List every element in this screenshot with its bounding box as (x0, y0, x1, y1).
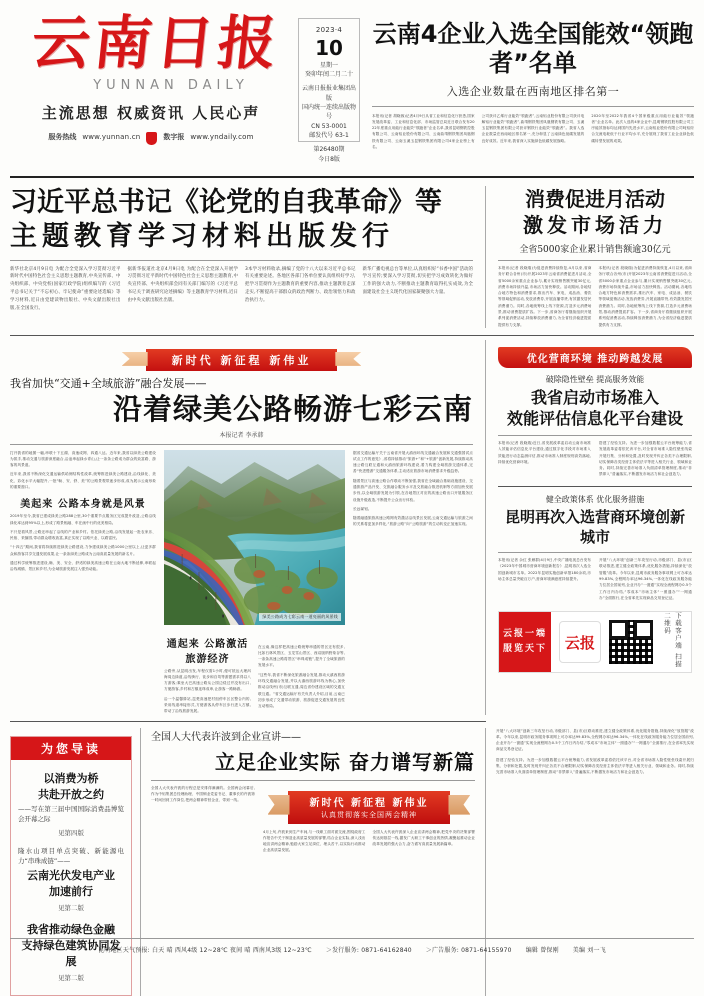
divider (10, 444, 473, 445)
article-paragraph: 沿一个温馨驿站,昆楚高速把村组停车区区整合内的,采用线道串接形式,方便游客从停车区步行进入古镇,带动了沿线旅游发展。 (164, 696, 251, 714)
market-headline-line2: 效能评估信息化平台建设 (506, 409, 683, 429)
right-lead-headline-line1: 消费促进月活动 (525, 187, 665, 211)
promo-codes (551, 612, 691, 672)
article-paragraph: 开展“八大环境”创新三年攻坚行动,市级部门、县(市)区联动推进,建立健全政策体系,优化服务措施,持续深化“放管服”改革。今年以来,昆明市政务服务事项网上可办率达99.83%,全程网办率达96.34%,一体化在线政务服务能力位居全国前列,企业开办“一窗通”实现全流程网办0.5个工作日内办结,“零成本”市场主体“一照通办”“一网通办”全面推行,在全省率先实现商品交易登记证。 (599, 558, 692, 600)
feature-subhead-1: 美起来 公路本身就是风景 (20, 499, 146, 511)
designer-credit: 美编 刘一飞 (572, 947, 606, 954)
divider (498, 486, 692, 487)
article-paragraph: 据省交通运输厅关于云南省开展大滇西环线交通融合发展和交通强国试点试点工作的意见》,省将持续推动“旅游+”和“+旅游”创新发展,持续推动高速公路互联互通和大滇西旅游环线建设,着力构建全域旅游交通体系,完善“快进慢游”交通服务体系,主动适应旅游市场消费需求升级趋势。 (353, 450, 473, 474)
article-paragraph: “十四五”期间,我省将持续推进绿美公路建设,力争建成绿美公路1000公里以上,让更多群众和游客共享交通发展成果,让一条条绿美公路成为云南高质量发展的新名片。 (10, 545, 156, 556)
bottom-feature-headline: 立足企业实际 奋力谱写新篇 (215, 749, 475, 774)
article-paragraph: 近年来,我省不断深化交通运输供给侧结构性改革,统筹推进绿美公路建设,沿线绿化、美化、彩化水平大幅提升,一批“畅、安、舒、美”的公路景观带逐步形成,成为展示云南形象的重要窗口。 (10, 472, 156, 490)
postal-code: 邮发代号 63-1 (309, 131, 349, 139)
kunming-section-headline: 昆明再次入选营商环境创新城市 (504, 507, 685, 546)
guide-item-title-line1: 云南光伏发电产业 (27, 869, 115, 883)
masthead (10, 0, 694, 170)
article-paragraph: 本报讯(记者 段晓瑞)为促进消费持续恢复,4月以来,省商务厅联合各州(市)开展2023年云南省消费促进月活动,全省5000余家重点企业参与,累计实现销售额突破30亿元,消费市场持续升温,市场活力加快释放。活动期间,各地结合地方特色和消费需求,推出汽车、家电、成品油、餐饮等领域促销活动,发放消费券,开展直播带货,有效激发居民消费潜力。同时,各地统筹线上线下资源,打造多元消费场景,推动消费提质扩容。下一步,省商务厅将继续组织开展系列促消费活动,持续释放消费潜力,为全省经济稳进提质提供有力支撑。 (598, 266, 692, 327)
qr-code-icon[interactable] (609, 620, 653, 664)
guide-item[interactable] (18, 766, 124, 842)
article-paragraph: 随着景区与高速公路合作联动不断加强,我省在全域融合基础设施建设、交通旅游产品开发、交旅融合服务水平及交旅融合推进机制等方面加快发展步伐,以全域旅游发展为引领,在各地景区对应的高速公路出口开展服务区设施升级改造,不断提升公众出行体验。 (353, 478, 473, 502)
footer-info (0, 945, 704, 954)
cn-number: CN 53-0001 (311, 122, 347, 130)
article-paragraph: 据新华报道社北京4月9日电 为配合在全党深入开展学习贯彻习近平新时代中国特色社会主义思想主题教育,中央宣传部、中央组织部会同有关部门编写的《习近平总书记关于调查研究论述摘编》等主题教育学习材料,近日由中央文献出版社出版。 (127, 266, 238, 304)
lead2-columns (10, 266, 473, 314)
feature-ribbon-wrap (10, 349, 473, 371)
feature-column-left (10, 450, 156, 715)
top-lead-article (360, 14, 694, 150)
divider (498, 552, 692, 553)
bottom-feature-shoulder: 全国人大代表许波到企业宣讲—— (151, 731, 301, 743)
guide-item-page: 见第四版 (58, 828, 84, 837)
date-day: 10 (315, 35, 343, 60)
date-weekday: 星期一 (319, 61, 338, 69)
guide-header: 为您导读 (11, 737, 131, 760)
bottom-ribbon-line2: 认真贯彻落实全国两会精神 (321, 810, 417, 819)
lead2-headline (10, 186, 473, 254)
market-section-columns (498, 440, 692, 478)
digital-url[interactable]: www.yndaily.com (190, 132, 254, 141)
ad-service: ＞广告服务: 0871-64155970 (425, 947, 512, 954)
divider (151, 780, 475, 781)
article-paragraph: 全国人大代表许波深入企业宣讲两会精神,把党中央的决策部署传达到基层一线,激发广大职工干事创业的热情,凝聚起推动企业改革发展的强大合力,奋力谱写高质量发展新篇章。 (372, 829, 475, 847)
date-year-month: 2023·4 (315, 26, 343, 34)
market-section-banner: 优化营商环境 推动跨越发展 (498, 347, 692, 368)
promo-qr-caption: 下载客户端 扫描二维码 (662, 612, 682, 668)
kunming-section-columns (498, 557, 692, 601)
guide-item-desc: ——写在第三届中国国际消费品博览会开幕之际 (18, 805, 124, 824)
divider (10, 938, 694, 939)
right-lead-subheadline: 全省5000家企业累计销售额逾30亿元 (519, 245, 671, 255)
article-paragraph: 2020年至2022年我省4个国家级重点用能行业能效“领跑者”企业名单。此次入选的4家企业中,昆明钢铁控股有限公司工序能效指标均达到国内先进水平,云南铝业股份有限公司吨铝综合交流电耗低于行业平均水平,充分展现了我省工业企业绿色低碳转型发展的成果。 (591, 113, 695, 143)
promo-slogan-line1: 云报一端 (502, 628, 547, 639)
feature-headline: 沿着绿美公路畅游七彩云南 (112, 391, 473, 426)
article-paragraph: 新华广播电视总台等单位,认真组织好“书香中国”活动的学习宣传;要深入学习贯彻,切实把学习成效转化为做好工作的强大动力,不断推动主题教育取得扎实成效,为全面建设社会主义现代化国家凝聚强大力量。 (362, 266, 473, 296)
divider (10, 335, 694, 336)
masthead-brand (10, 9, 292, 143)
issue-number: 第26480期 (313, 146, 345, 154)
divider (10, 721, 486, 722)
divider (372, 106, 694, 107)
article-paragraph: “这些年,我省不断深化旅游融合发展,推动大滇西旅游环线交通融合发展,并以大滇西旅游环线为核心,加快推动沿线州(市)互联互通,周边省份建设区域的交通互联互通。”省交通运输厅有关负责人介绍,目前,云南已初步形成了交通带动旅游、旅游促进交通发展的良性互动格局。 (258, 672, 345, 709)
lead2-headline-line1: 习近平总书记《论党的自我革命》等 (10, 187, 442, 218)
article-paragraph: 本报讯(记者 胡晓蓉)记者4月9日从省工业和信息化厅获悉,国家发展改革委、工业和信息化部、市场监管总局近日联合发布2022年度重点用能行业能效“领跑者”企业名单,我省昆明钢铁控股有限公司、云南铝业股份有限公司、云南曲靖钢铁集团凤凰钢铁有限公司、云南玉溪玉昆钢铁集团有限公司4家企业榜上有名。 (372, 113, 475, 149)
second-band (10, 186, 694, 328)
masthead-datebox (298, 18, 360, 163)
article-paragraph: 随着融通旅游高速公路网有效激活沿线景区发展,云南交通运输与旅游之间的关系将更加多样化,“旅游公路”向“公路旅游”的生动转变正加速实现。 (353, 516, 473, 527)
feature-photo (164, 450, 345, 625)
feature-photo-caption: 绿美公路成为七彩云南一道亮丽的风景线 (259, 613, 341, 621)
publisher: 云南日报报业集团出版 (301, 85, 356, 102)
feature-subhead-2: 通起来 公路激活旅游经济 (166, 638, 249, 665)
article-paragraph: 本报讯(记者 余红 张雁群)4月9日,中央广播电视总台发布《2023年中国城市营商环境创新报告》,昆明再次入选全国创新城市名单。2022年昆明实施创新举措180余项,市场主体总量突破百万户,营商环境满意度持续提升。 (498, 558, 591, 582)
bottom-feature-columns (151, 785, 475, 854)
top-lead-columns (372, 113, 694, 151)
right-lead-article (486, 186, 692, 328)
newspaper-logo: 云南日报 (28, 9, 284, 77)
feature-column-center (164, 450, 345, 715)
guide-item-title-line2: 支持绿色建筑协同发展 (21, 939, 121, 969)
article-paragraph: 公路旁,从昆明出发,车程仅需1小时,便可抵达大理洱海周边绿道,沿线骑行、徒步和自驾等游憩需求得以八方游客;乘坐大巴高速公路从公园边绕过并没有出口,方便游客,乡村和古镇连珠成串,让游客一路畅游。 (164, 668, 251, 692)
guide-item-title-line2: 共赴开放之约 (38, 787, 104, 801)
issn-label: 国内统一连续出版物号 (301, 104, 356, 121)
feature-band (10, 340, 694, 715)
page-count: 今日8版 (318, 155, 340, 163)
guide-item[interactable] (18, 842, 124, 917)
bottom-ribbon-line1: 新时代 新征程 新伟业 (309, 797, 429, 809)
feature-article (10, 340, 486, 715)
article-paragraph: 开展“八大环境”创新三年攻坚行动,市级部门、县(市)区联动推进,建立健全政策体系,优化服务措施,持续深化“放管服”改革。今年以来,昆明市政务服务事项网上可办率达99.83%,全程网办率达96.34%,一体化在线政务服务能力位居全国前列,企业开办“一窗通”实现全流程网办0.5个工作日内办结,“零成本”市场主体“一照通办”“一网通办”全面推行,在全省率先实现商品交易登记证。 (496, 728, 694, 752)
feature-byline: 本报记者 李承韩 (219, 431, 264, 439)
masthead-bottom-rule (10, 176, 694, 178)
guide-item-title-line2: 加速前行 (49, 885, 93, 899)
kunming-section-shoulder: 健全政策体系 优化服务措施 (545, 494, 645, 504)
article-paragraph: 3本学习材料收录,摘编了党的十八大以来习近平总书记有关重要论述。各地区各部门各单位要认真组织好学习,把学习贯彻作为主题教育的重要内容,推动主题教育走深走实,不断提高干部群众的政治判断力、政治领悟力和政治执行力。 (245, 266, 356, 304)
divider (498, 435, 692, 436)
article-paragraph: 长远谋划。 (353, 506, 372, 511)
distribution-service: ＞发行服务: 0871-64162840 (325, 947, 412, 954)
market-headline-line1: 我省启动市场准入 (530, 387, 659, 407)
lead2-headline-line2: 主题教育学习材料出版发行 (10, 220, 394, 252)
hotline-url[interactable]: www.yunnan.cn (82, 132, 141, 141)
lead2-article (10, 186, 486, 328)
date-lunar: 癸卯年闰二月二十 (304, 71, 353, 79)
article-paragraph: 本报讯(记者 段晓瑞)近日,省发展改革委启动云南市场准入效能评估信息化平台建设,通过数字化手段对市场准入效能进行动态监测评估,推动市场准入制度规则高效落地,持续优化营商环境。 (498, 441, 591, 464)
right-lead-headline (498, 186, 692, 238)
market-section-shoulder: 破除隐性壁垒 提高服务效能 (545, 374, 645, 384)
hotline-label: 服务热线 (48, 132, 77, 141)
bottom-band (10, 728, 694, 996)
newspaper-slogan: 主流思想 权威资讯 人民心声 (41, 104, 261, 122)
bottom-right-filler (486, 728, 694, 996)
feature-ribbon: 新时代 新征程 新伟业 (146, 349, 338, 371)
top-lead-subheadline: 入选企业数量在西南地区排名第一 (446, 84, 620, 98)
article-paragraph: 公司获评乙烯行业能效“领跑者”,云南铝业股份有限公司获评电解铝行业能效“领跑者”,曲靖钢铁集团凤凰钢铁有限公司、玉溪玉昆钢铁集团有限公司获评钢铁行业能效“领跑者”。我省入选企业数量在西南地区排名第一,充分彰显了云南绿色低碳发展的良好成效。近年来,我省深入实施绿色低碳发展战略。 (481, 113, 585, 143)
guide-item-pre: 隆水山项目单点突破、新能源电力“串珠成链”—— (18, 846, 124, 865)
newspaper-pinyin: YUNNAN DAILY (93, 78, 249, 93)
divider (10, 260, 473, 261)
guide-item-title (18, 771, 124, 803)
app-badge-icon (146, 132, 157, 145)
bottom-feature-article (140, 728, 486, 996)
feature-shoulder: 我省加快“交通+全域旅游”融合发展—— (10, 376, 207, 390)
feature-columns (10, 450, 473, 715)
feature-center-text (164, 630, 345, 715)
article-paragraph: 搭建了经验支持。为进一步加强数据云平台统筹能力,省发展改革委将依托该平台,对全省市场准入隐性壁垒线索开展归集、分析和处置,及时发现并纠正各类不合理限制,切实保障各类经营主体依法平等进入相关行业、领域和业务。同时,持续完善市场准入负面清单管理制度,推动“非禁即入”普遍落实,不断激发市场活力和社会创造力。 (599, 441, 692, 477)
article-paragraph: 2019年至今,我省已建成绿美公路288公里,30个重要节点服务区完成提升改造,公路沿线绿化率达到95%以上,形成了路景相融、车在画中行的优美格局。 (10, 514, 156, 525)
promo-slogan-line2: 服览天下 (502, 644, 547, 655)
masthead-contact-line (10, 130, 292, 143)
divider (498, 260, 692, 261)
article-paragraph: 本报讯(记者 段晓瑞)为促进消费持续恢复,4月以来,省商务厅联合各州(市)开展2023年云南省消费促进月活动,全省5000余家重点企业参与,累计实现销售额突破30亿元,消费市场持续升温,市场活力加快释放。活动期间,各地结合地方特色和消费需求,推出汽车、家电、成品油、餐饮等领域促销活动,发放消费券,开展直播带货,有效激发居民消费潜力。同时,各地统筹线上线下资源,打造多元消费场景,推动消费提质扩容。下一步,省商务厅将继续组织开展系列促消费活动,持续释放消费潜力,为全省经济稳进提质提供有力支撑。 (498, 266, 592, 327)
promo-slogan (499, 612, 551, 672)
article-paragraph: 打开我省的地图一幅,串联十下五湖、高速成网、四通八达。近年来,我省以绿美公路建设为抓手,推动交通与旅游深度融合,沿途串起绿水青山,让一条条公路成为群众的致富路、游客的风景道。 (10, 450, 156, 468)
right-sections (486, 340, 692, 715)
article-paragraph: 全国人大代表许波的行程总是安排得满满的。全国两会闭幕后,作为中铝集团总经理助理、中国铜业党委书记、董事长的许波第一时间回到工作岗位,把两会精神带回企业、带到一线。 (151, 785, 255, 803)
guide-item-title (18, 868, 124, 900)
guide-items (11, 760, 131, 996)
right-lead-columns (498, 265, 692, 328)
article-paragraph: 不只是看风景,公路还串起了沿线的产业和乡村。依托绿美公路,沿线发展起一批农家乐、民宿、采摘园,带动群众增收致富,真正实现了以路兴业、以路富民。 (10, 529, 156, 541)
guide-sidebar (10, 728, 140, 996)
digital-label: 数字报 (163, 132, 185, 141)
guide-item-title-line1: 我省推动绿色金融 (27, 923, 115, 937)
article-paragraph: 4月上旬,许波来到生产车间,与一线职工面对面交流,围绕政府工作报告中关于制造业高质量发展的部署,结合企业实际,深入浅出地宣讲两会精神,勉励大家立足岗位、埋头苦干,以实际行动推动企业高质量发展。 (263, 829, 366, 853)
page-footer (0, 938, 704, 954)
article-paragraph: 新华社北京4月9日电 为配合全党深入学习贯彻习近平新时代中国特色社会主义思想主题教育,中央宣传部、中央组织部、中央党校(国家行政学院)组织编写的《习近平总书记关于“不忘初心、牢记使命”重要论述选编》等学习材料,近日由党建读物出版社、中央文献出版社出版,在全国发行。 (10, 266, 121, 312)
right-lead-headline-line2: 激发市场活力 (523, 213, 667, 237)
market-section-headline (498, 387, 692, 430)
top-lead-headline: 云南4企业入选全国能效“领跑者”名单 (372, 20, 694, 77)
feature-column-right (353, 450, 473, 715)
editor-credit: 编辑 曾保刚 (525, 947, 559, 954)
app-promo[interactable] (498, 611, 692, 673)
article-paragraph: 通过科学统筹推进建设,畅、美、安全、舒适的绿美高速公路在云南大地不断延伸,串联起沿线城镇、景区和乡村,为全域旅游发展注入强劲动能。 (10, 560, 156, 572)
guide-item-title-line1: 以消费为桥 (43, 771, 99, 785)
weather-forecast: 昆明地区天气预报: 白天 晴 西风4级 12~28℃ 夜间 晴 西南风3级 12~23℃ (98, 947, 312, 954)
guide-item-page: 见第二版 (58, 974, 84, 983)
guide-box (10, 736, 132, 996)
bottom-ribbon (288, 791, 451, 824)
article-paragraph: 搭建了经验支持。为进一步加强数据云平台统筹能力,省发展改革委将依托该平台,对全省市场准入隐性壁垒线索开展归集、分析和处置,及时发现并纠正各类不合理限制,切实保障各类经营主体依法平等进入相关行业、领域和业务。同时,持续完善市场准入负面清单管理制度,推动“非禁即入”普遍落实,不断激发市场活力和社会创造力。 (496, 757, 694, 775)
guide-item-page: 见第二版 (58, 904, 84, 913)
article-paragraph: 在云南,像这样把高速公路统筹串通的景区还有很多,比如石林风景区、玉龙雪山景区、西双版纳野象谷等,一条条高速公路将景区“串珠成链”,提升了全域旅游的发展水平。 (258, 644, 345, 668)
bottom-ribbon-wrap (263, 791, 475, 824)
newspaper-seal-icon: 云报 (559, 621, 601, 663)
